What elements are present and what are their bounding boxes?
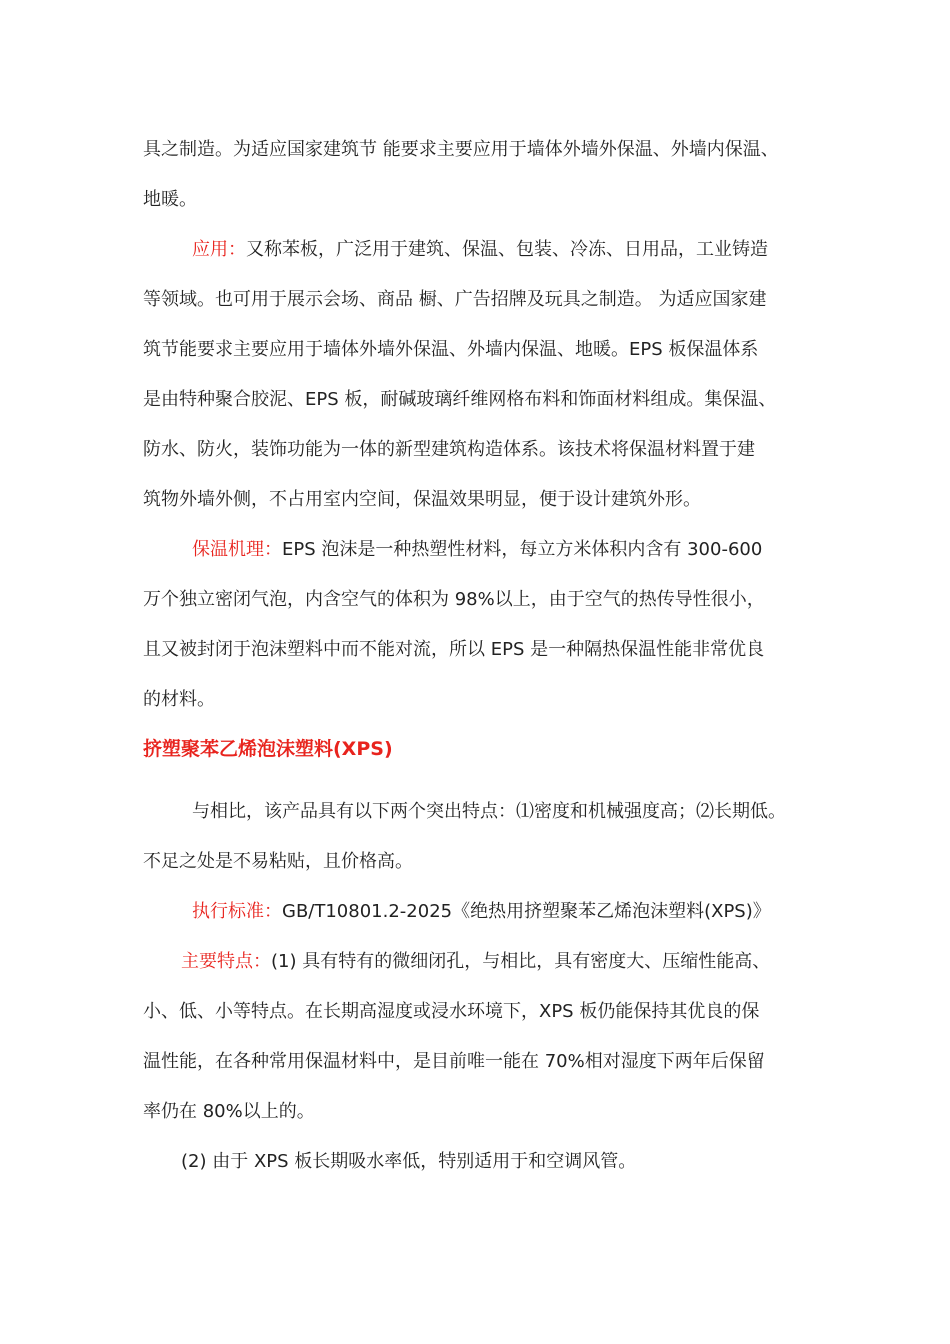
mechanism-line-2: 万个独立密闭气泡，内含空气的体积为 98%以上，由于空气的热传导性很小， [143, 589, 765, 610]
mechanism-line-3: 且又被封闭于泡沫塑料中而不能对流，所以 EPS 是一种隔热保温性能非常优良 [143, 639, 765, 660]
xps-intro-line-1: 与相比，该产品具有以下两个突出特点：⑴密度和机械强度高；⑵长期低。 [192, 801, 786, 822]
features-line-4: 率仍在 80%以上的。 [143, 1101, 315, 1122]
mechanism-line-4: 的材料。 [143, 689, 215, 710]
features-line-3: 温性能，在各种常用保温材料中，是目前唯一能在 70%相对湿度下两年后保留 [143, 1051, 765, 1072]
xps-section-heading: 挤塑聚苯乙烯泡沫塑料(XPS) [143, 738, 393, 760]
application-line-2: 等领域。也可用于展示会场、商品 橱、广告招牌及玩具之制造。 为适应国家建 [143, 289, 767, 310]
application-colon: ： [228, 239, 246, 260]
mechanism-line-1 [192, 537, 762, 563]
features-label: 主要特点 [181, 951, 253, 972]
application-line-6: 筑物外墙外侧，不占用室内空间，保温效果明显，便于设计建筑外形。 [143, 489, 701, 510]
mechanism-text-1: EPS 泡沫是一种热塑性材料，每立方米体积内含有 300-600 [282, 539, 763, 560]
application-line-5: 防水、防火，装饰功能为一体的新型建筑构造体系。该技术将保温材料置于建 [143, 439, 755, 460]
paragraph-1-line-2: 地暖。 [143, 189, 197, 210]
standard-line [192, 899, 771, 925]
application-label: 应用 [192, 239, 228, 260]
features-line-5: (2) 由于 XPS 板长期吸水率低，特别适用于和空调风管。 [181, 1151, 637, 1172]
application-line-3: 筑节能要求主要应用于墙体外墙外保温、外墙内保温、地暖。EPS 板保温体系 [143, 339, 759, 360]
paragraph-1-line-1: 具之制造。为适应国家建筑节 能要求主要应用于墙体外墙外保温、外墙内保温、 [143, 139, 779, 160]
standard-colon: ： [264, 901, 282, 922]
mechanism-label: 保温机理 [192, 539, 264, 560]
features-colon: ： [253, 951, 271, 972]
features-line-2: 小、低、小等特点。在长期高湿度或浸水环境下，XPS 板仍能保持其优良的保 [143, 1001, 760, 1022]
mechanism-colon: ： [264, 539, 282, 560]
features-line-1 [181, 949, 770, 975]
features-text-1: (1) 具有特有的微细闭孔，与相比，具有密度大、压缩性能高、 [271, 951, 771, 972]
xps-intro-line-2: 不足之处是不易粘贴，且价格高。 [143, 851, 413, 872]
application-line-1 [192, 237, 768, 263]
standard-label: 执行标准 [192, 901, 264, 922]
application-line-4: 是由特种聚合胶泥、EPS 板，耐碱玻璃纤维网格布料和饰面材料组成。集保温、 [143, 389, 777, 410]
standard-text: GB/T10801.2-2025《绝热用挤塑聚苯乙烯泡沫塑料(XPS)》 [282, 901, 771, 922]
application-text-1: 又称苯板，广泛用于建筑、保温、包装、冷冻、日用品，工业铸造 [246, 239, 768, 260]
